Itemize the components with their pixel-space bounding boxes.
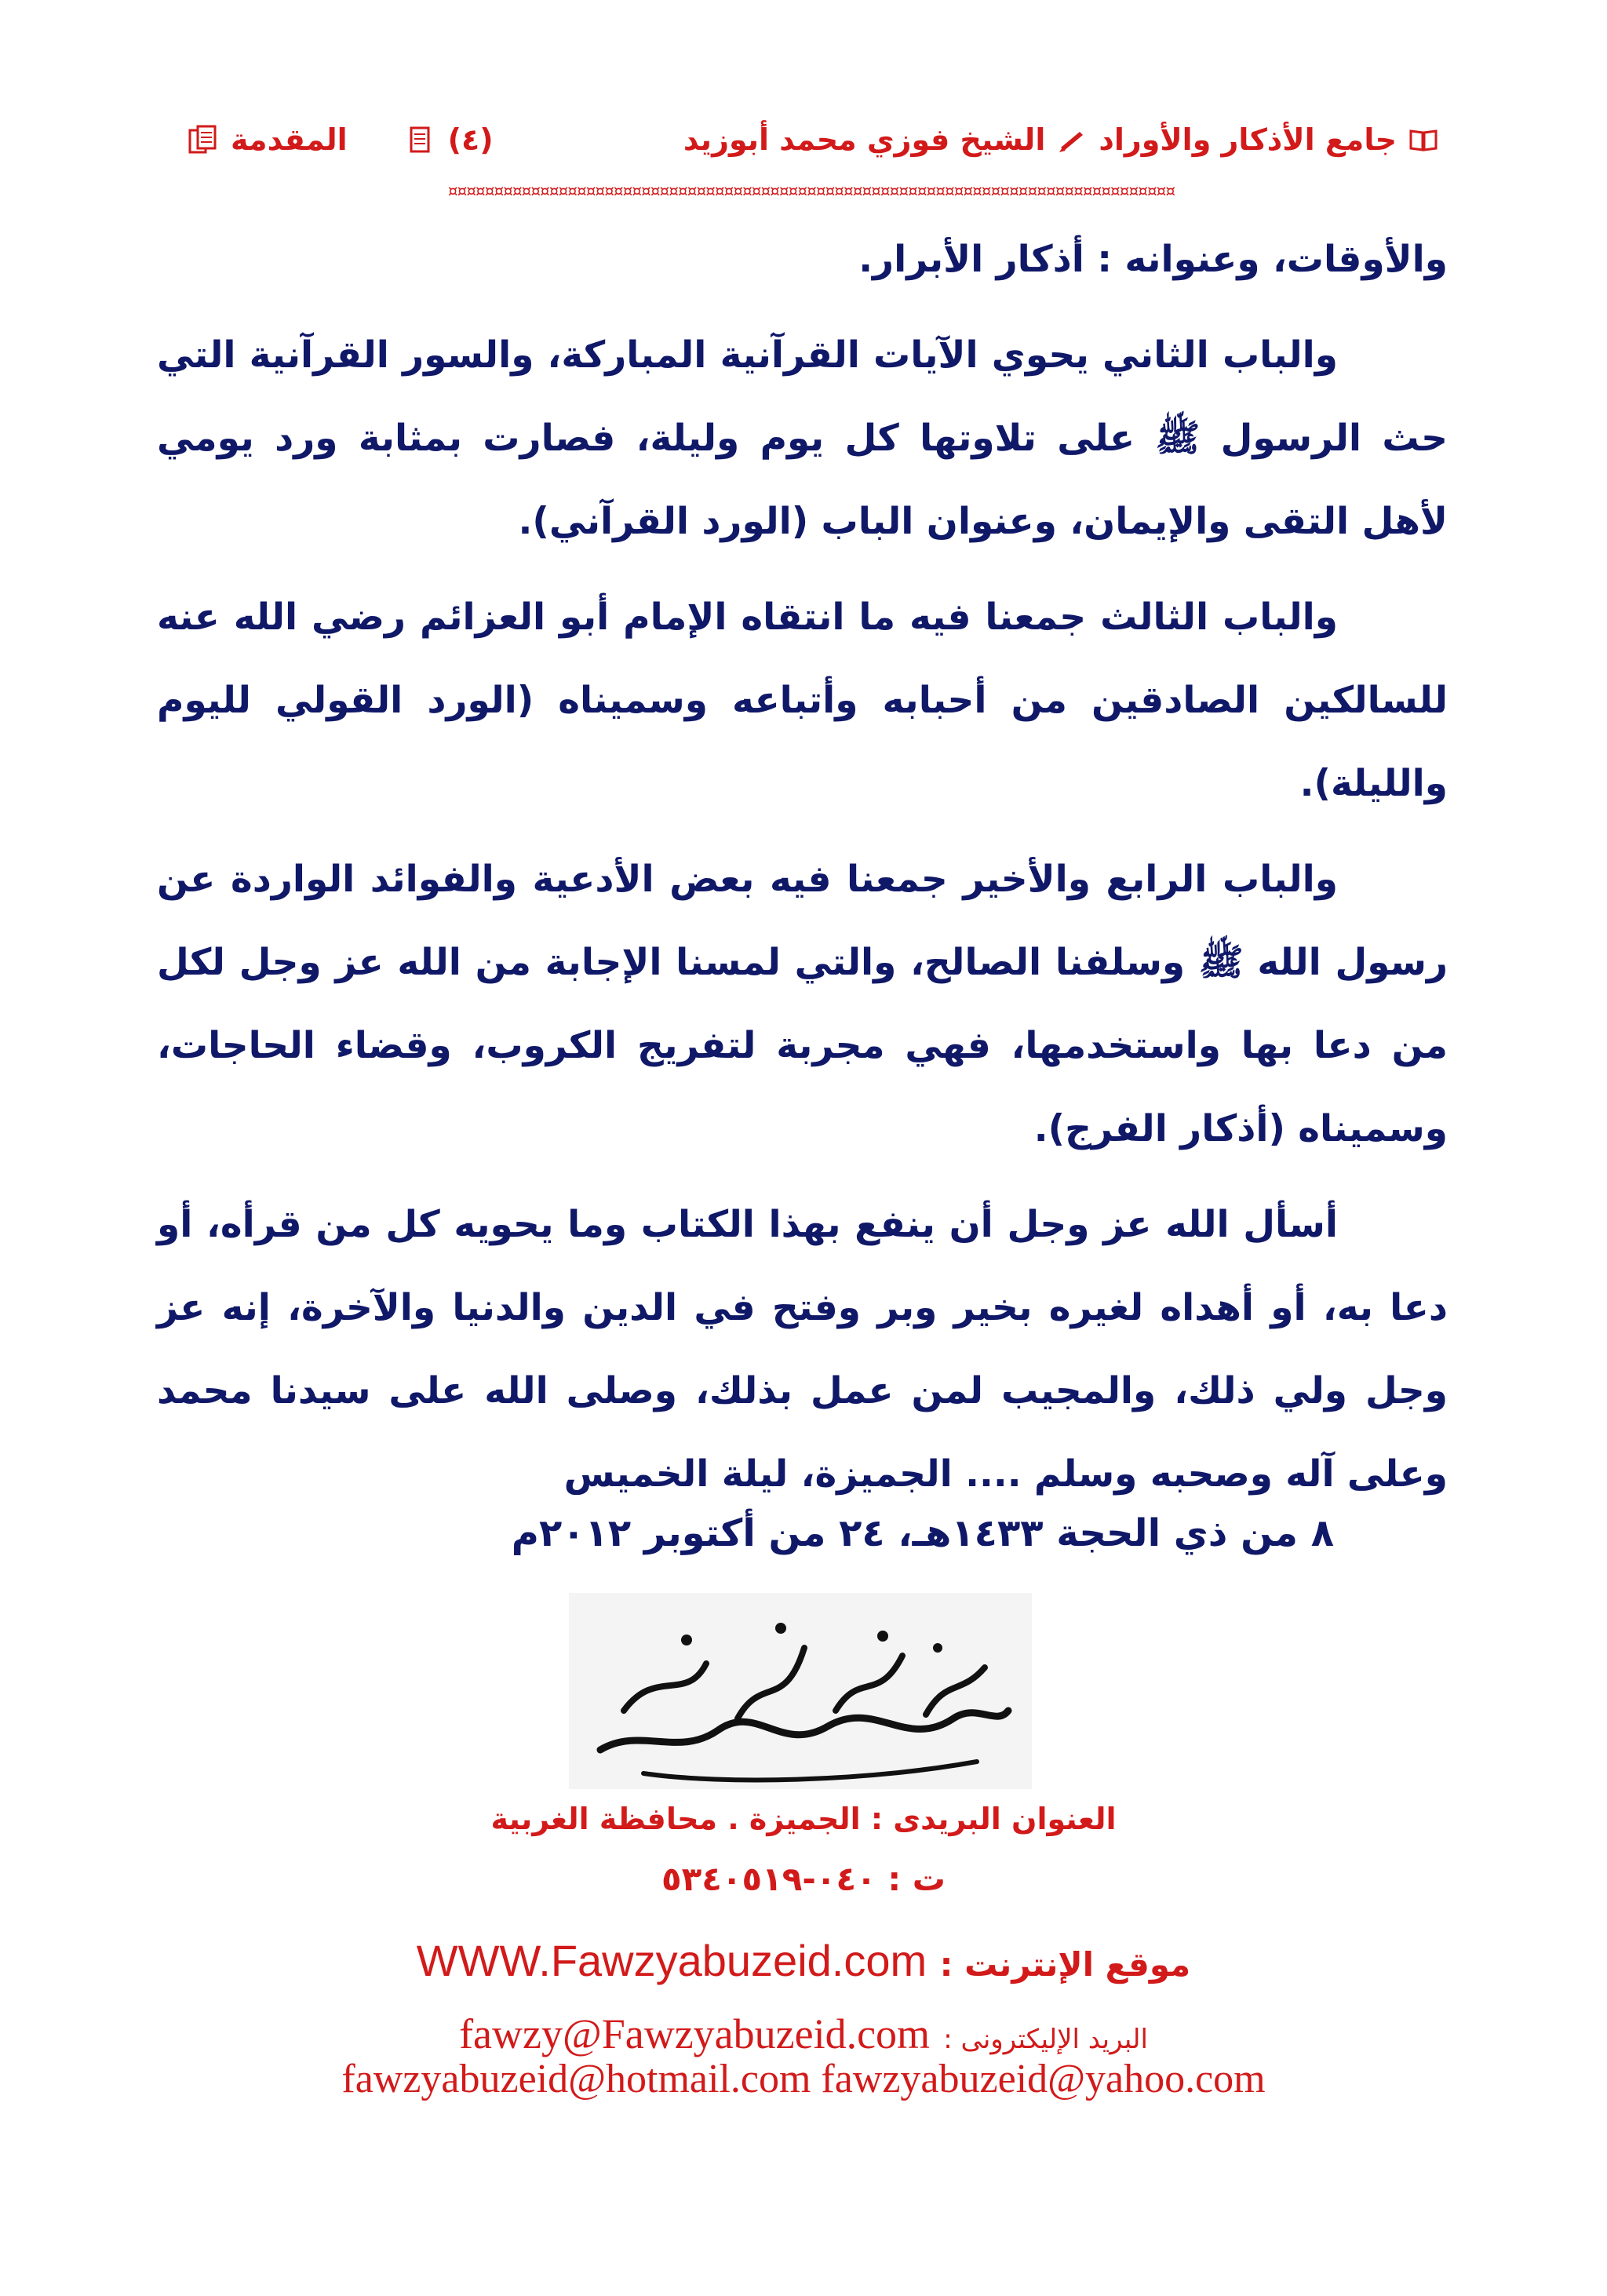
postal-address: العنوان البريدى : الجميزة . محافظة الغربية xyxy=(490,1802,1117,1836)
email-line xyxy=(0,2009,1607,2058)
document-icon xyxy=(404,124,435,155)
signature-image xyxy=(569,1593,1032,1789)
paragraph: أسأل الله عز وجل أن ينفع بهذا الكتاب وما يحويه كل من قرأه، أو دعا به، أو أهداه لغيره بخير وبر وفتح في الدين والدنيا والآخرة، إنه عز وجل ولي ذلك، والمجيب لمن عمل بذلك، وصلى الله على سيدنا محمد وعلى آله وصحبه وسلم .... الجميزة، ليلة الخميس xyxy=(157,1203,1448,1496)
body-text xyxy=(157,218,1448,1529)
header-title-group xyxy=(683,122,1439,157)
email-link[interactable]: fawzy@Fawzyabuzeid.com xyxy=(459,2010,931,2057)
page-number: (٤) xyxy=(447,122,494,157)
open-book-icon xyxy=(1408,124,1439,155)
book-title: جامع الأذكار والأوراد xyxy=(1099,122,1397,157)
documents-icon xyxy=(187,124,218,155)
website-label: موقع الإنترنت : xyxy=(939,1945,1191,1984)
email-label: البريد الإليكترونى : xyxy=(943,2024,1148,2055)
website-line xyxy=(0,1935,1607,1986)
paragraph: والباب الثاني يحوي الآيات القرآنية المباركة، والسور القرآنية التي حث الرسول ﷺ على تلاوتها كل يوم وليلة، فصارت بمثابة ورد يومي لأهل التقى والإيمان، وعنوان الباب (الورد القرآني). xyxy=(157,333,1448,543)
email-addresses[interactable]: fawzyabuzeid@hotmail.com fawzyabuzeid@yahoo.com xyxy=(341,2057,1266,2101)
paragraph: والباب الرابع والأخير جمعنا فيه بعض الأدعية والفوائد الواردة عن رسول الله ﷺ وسلفنا الصالح، والتي لمسنا الإجابة من الله عز وجل لكل من دعا بها واستخدمها، فهي مجربة لتفريج الكروب، وقضاء الحاجات، وسميناه (أذكار الفرج). xyxy=(157,858,1448,1150)
pen-icon xyxy=(1056,124,1088,155)
phone-number: ت : ٠٤٠-٥٣٤٠٥١٩ xyxy=(661,1860,946,1898)
date-line: ٨ من ذي الحجة ١٤٣٣هـ، ٢٤ من أكتوبر ٢٠١٢م xyxy=(511,1511,1334,1555)
paragraph: والأوقات، وعنوانه : أذكار الأبرار. xyxy=(858,238,1448,281)
paragraph: والباب الثالث جمعنا فيه ما انتقاه الإمام أبو العزائم رضي الله عنه للسالكين الصادقين من أحبابه وأتباعه وسميناه (الورد القولي لليوم والليلة). xyxy=(157,596,1448,805)
website-link[interactable]: WWW.Fawzyabuzeid.com xyxy=(416,1936,927,1985)
header-section-group xyxy=(187,122,494,157)
page-header xyxy=(187,116,1439,171)
section-name: المقدمة xyxy=(231,122,348,157)
ornamental-divider: ¤¤¤¤¤¤¤¤¤¤¤¤¤¤¤¤¤¤¤¤¤¤¤¤¤¤¤¤¤¤¤¤¤¤¤¤¤¤¤¤¤¤¤¤¤¤¤¤¤¤¤¤¤¤¤¤¤¤¤¤¤¤¤¤¤¤¤¤¤¤¤¤¤¤¤¤¤¤¤ xyxy=(447,182,1175,199)
author-name: الشيخ فوزي محمد أبوزيد xyxy=(683,122,1046,157)
